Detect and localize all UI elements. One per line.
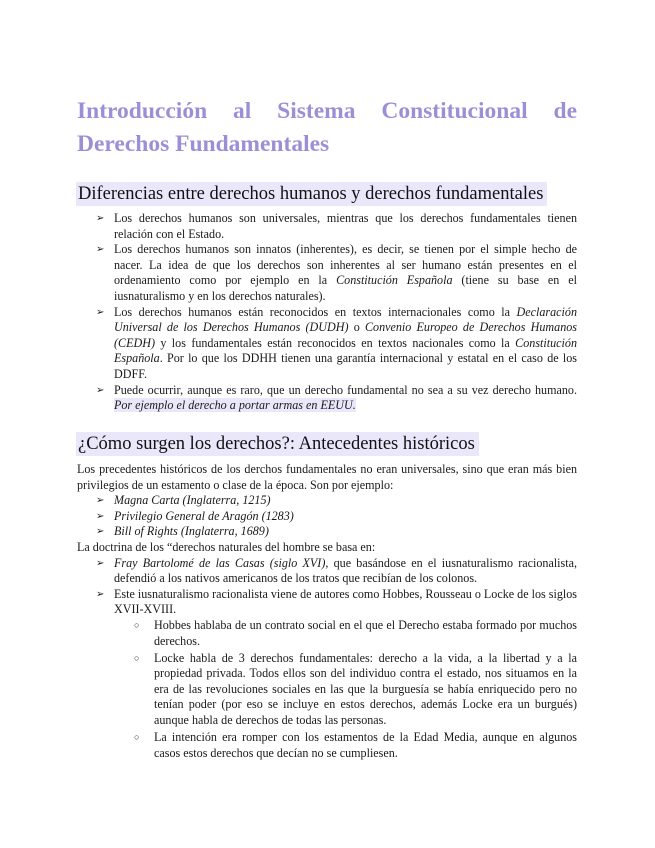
arrow-bullet-icon: ➢ [96, 526, 105, 538]
arrow-bullet-icon: ➢ [96, 557, 105, 569]
arrow-bullet-icon: ➢ [96, 384, 105, 396]
list-item: ➢ Este iusnaturalismo racionalista viene de autores como Hobbes, Rousseau o Locke de los siglos XVII-XVIII. [96, 586, 577, 617]
list-item: ➢ Magna Carta (Inglaterra, 1215) [96, 493, 271, 508]
highlighted-example: Por ejemplo el derecho a portar armas en EEUU. [114, 398, 356, 413]
list-item: ➢ Los derechos humanos son innatos (inherentes), es decir, se tienen por el simple hecho de nacer. La idea de que los derechos son inherentes al ser humano están presentes en el ordenamiento como por ejemplo en la Constitución Española (tiene su base en el iusnaturalismo y en los derechos naturales). [96, 242, 577, 303]
arrow-bullet-icon: ➢ [96, 495, 105, 507]
arrow-bullet-icon: ➢ [96, 213, 105, 224]
natural-rights-list [77, 556, 577, 618]
arrow-bullet-icon: ➢ [96, 588, 105, 600]
circle-bullet-icon: ○ [134, 619, 140, 630]
differences-list [77, 211, 577, 414]
circle-bullet-icon: ○ [134, 652, 140, 663]
circle-bullet-icon: ○ [134, 732, 140, 743]
arrow-bullet-icon: ➢ [96, 244, 105, 256]
page-title: Introducción al Sistema Constitucional de Derechos Fundamentales [77, 98, 577, 157]
list-item: ➢ Bill of Rights (Inglaterra, 1689) [96, 524, 269, 539]
section-heading-history: ¿Cómo surgen los derechos?: Antecedentes históricos [76, 432, 479, 456]
arrow-bullet-icon: ➢ [96, 306, 105, 318]
list-item: ➢ Los derechos humanos son universales, mientras que los derechos fundamentales tienen relación con el Estado. [96, 211, 577, 241]
list-item: ➢ Fray Bartolomé de las Casas (siglo XVI), que basándose en el iusnaturalismo racionalista, defendió a los nativos americanos de los tratos que recibían de los colonos. [96, 555, 577, 586]
doctrine-line: La doctrina de los “derechos naturales del hombre se basa en: [77, 539, 376, 554]
history-body [77, 462, 577, 763]
arrow-bullet-icon: ➢ [96, 510, 105, 522]
list-item: ○ Hobbes hablaba de un contrato social en el que el Derecho estaba formado por muchos derechos. [134, 617, 577, 648]
authors-sublist [77, 618, 577, 761]
historic-documents-list [77, 493, 577, 540]
list-item: ➢ Privilegio General de Aragón (1283) [96, 508, 294, 523]
history-intro: Los precedentes históricos de los derchos fundamentales no eran universales, sino que eran más bien privilegios de un estamento o clase de la época. Son por ejemplo: [77, 462, 577, 492]
list-item: ➢ Los derechos humanos están reconocidos en textos internacionales como la Declaración Universal de los Derechos Humanos (DUDH) o Convenio Europeo de Derechos Humanos (CEDH) y los fundamentales están reconocidos en textos nacionales como la Constitución Española. Por lo que los DDHH tienen una garantía internacional y estatal en el caso de los DDFF. [96, 304, 578, 381]
list-item: ○ Locke habla de 3 derechos fundamentales: derecho a la vida, a la libertad y a la propiedad privada. Todos ellos son del individuo contra el estado, nos situamos en la era de las revoluciones sociales en las que la burguesía se había enriquecido pero no tenían poder (por eso se incluye en estos derechos, además Locke era un burgués) aunque habla de derechos de todas las personas. [134, 650, 577, 727]
list-item: ➢ Puede ocurrir, aunque es raro, que un derecho fundamental no sea a su vez derecho humano. Por ejemplo el derecho a portar armas en EEUU. [96, 382, 577, 413]
list-item: ○ La intención era romper con los estamentos de la Edad Media, aunque en algunos casos estos derechos que decían no se cumpliesen. [134, 730, 577, 760]
section-heading-differences: Diferencias entre derechos humanos y derechos fundamentales [76, 182, 547, 206]
